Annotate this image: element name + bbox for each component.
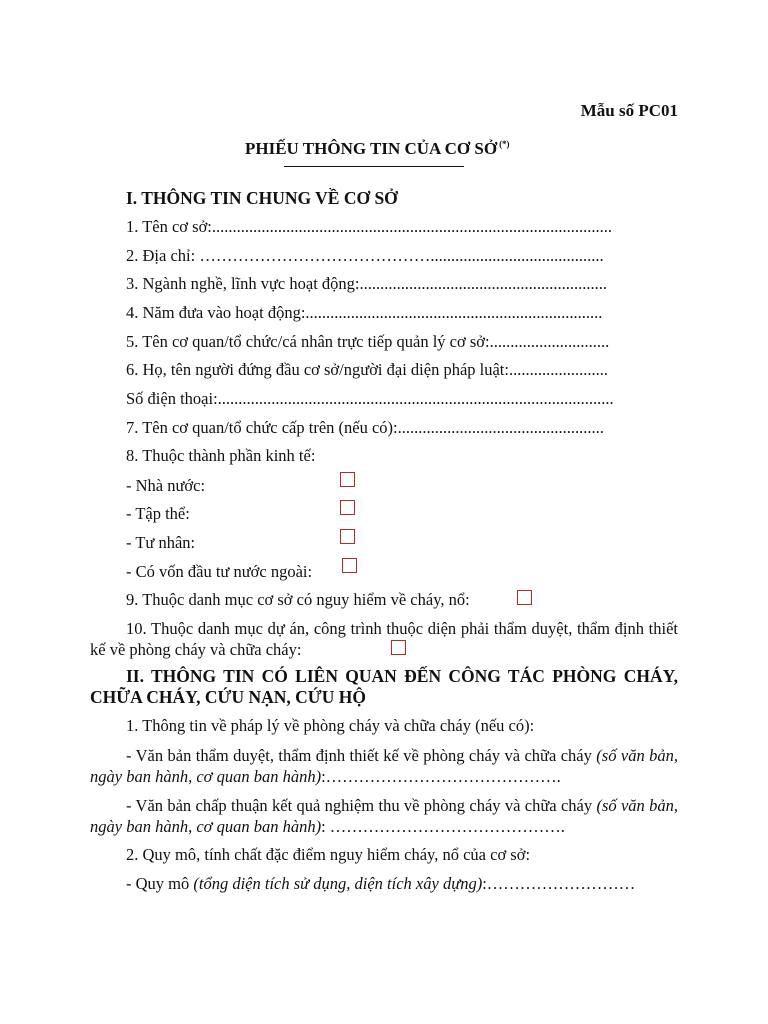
s2-item-2: 2. Quy mô, tính chất đặc điểm nguy hiểm cháy, nổ của cơ sở: xyxy=(126,845,531,864)
sector-private-label: - Tư nhân: xyxy=(126,533,196,552)
title-underline xyxy=(284,166,464,167)
sector-state-checkbox[interactable] xyxy=(340,472,355,487)
sector-state-label: - Nhà nước: xyxy=(126,476,206,495)
form-title xyxy=(245,139,510,159)
item-9-checkbox[interactable] xyxy=(517,590,532,605)
sector-foreign-checkbox[interactable] xyxy=(342,558,357,573)
sector-collective-label: - Tập thể: xyxy=(126,504,190,523)
scale-tail: :……………………… xyxy=(482,874,636,893)
title-note: (*) xyxy=(499,139,510,150)
field-start-year: 4. Năm đưa vào hoạt động:........................................................................ xyxy=(126,303,603,322)
s2-scale xyxy=(126,874,635,894)
scale-italic: (tổng diện tích sử dụng, diện tích xây dựng) xyxy=(193,874,483,893)
sector-foreign-label: - Có vốn đầu tư nước ngoài: xyxy=(126,562,313,581)
doc1-text: - Văn bản thẩm duyệt, thẩm định thiết kế về phòng cháy và chữa cháy xyxy=(126,746,592,765)
s2-item-1: 1. Thông tin về pháp lý về phòng cháy và chữa cháy (nếu có): xyxy=(126,716,535,735)
field-facility-name: 1. Tên cơ sở:................................................................................................. xyxy=(126,217,613,236)
section-1-heading: I. THÔNG TIN CHUNG VỀ CƠ SỞ xyxy=(126,188,398,208)
sector-collective-checkbox[interactable] xyxy=(340,500,355,515)
field-managing-body: 5. Tên cơ quan/tổ chức/cá nhân trực tiếp quản lý cơ sở:............................. xyxy=(126,332,610,351)
section-2-heading xyxy=(90,666,678,708)
field-superior-body: 7. Tên cơ quan/tổ chức cấp trên (nếu có):.................................................. xyxy=(126,418,604,437)
s2-doc-acceptance xyxy=(90,795,678,837)
field-head-person: 6. Họ, tên người đứng đầu cơ sở/người đại diện pháp luật:........................ xyxy=(126,360,608,379)
sector-private-checkbox[interactable] xyxy=(340,529,355,544)
item-9-fire-risk: 9. Thuộc danh mục cơ sở có nguy hiểm về cháy, nổ: xyxy=(126,590,470,609)
item-10-text: 10. Thuộc danh mục dự án, công trình thuộc diện phải thẩm duyệt, thẩm định thiết kế về phòng cháy và chữa cháy: xyxy=(90,619,678,659)
field-phone: Số điện thoại:................................................................................................ xyxy=(126,389,614,408)
doc2-italic: (số văn bản, ngày ban hành, cơ quan ban hành) xyxy=(90,796,679,836)
form-number: Mẫu số PC01 xyxy=(580,101,678,120)
field-industry: 3. Ngành nghề, lĩnh vực hoạt động:............................................................ xyxy=(126,274,607,293)
scale-text: - Quy mô xyxy=(126,874,190,893)
field-economic-sector: 8. Thuộc thành phần kinh tế: xyxy=(126,446,316,465)
doc2-text: - Văn bản chấp thuận kết quả nghiệm thu về phòng cháy và chữa cháy xyxy=(126,796,593,815)
field-address: 2. Địa chỉ: …………………………………….......................................... xyxy=(126,246,604,265)
s2-doc-design-approval xyxy=(90,745,678,787)
form-title-text: PHIẾU THÔNG TIN CỦA CƠ SỞ xyxy=(245,139,498,158)
item-10-checkbox[interactable] xyxy=(391,640,406,655)
doc2-tail: : ……………………………………. xyxy=(321,817,565,836)
doc1-italic: (số văn bản, ngày ban hành, cơ quan ban hành) xyxy=(90,746,678,786)
item-10-design-approval xyxy=(90,618,678,660)
section-2-heading-text: II. THÔNG TIN CÓ LIÊN QUAN ĐẾN CÔNG TÁC PHÒNG CHÁY, CHỮA CHÁY, CỨU NẠN, CỨU HỘ xyxy=(90,666,678,707)
doc1-tail: :……………………………………. xyxy=(321,767,561,786)
